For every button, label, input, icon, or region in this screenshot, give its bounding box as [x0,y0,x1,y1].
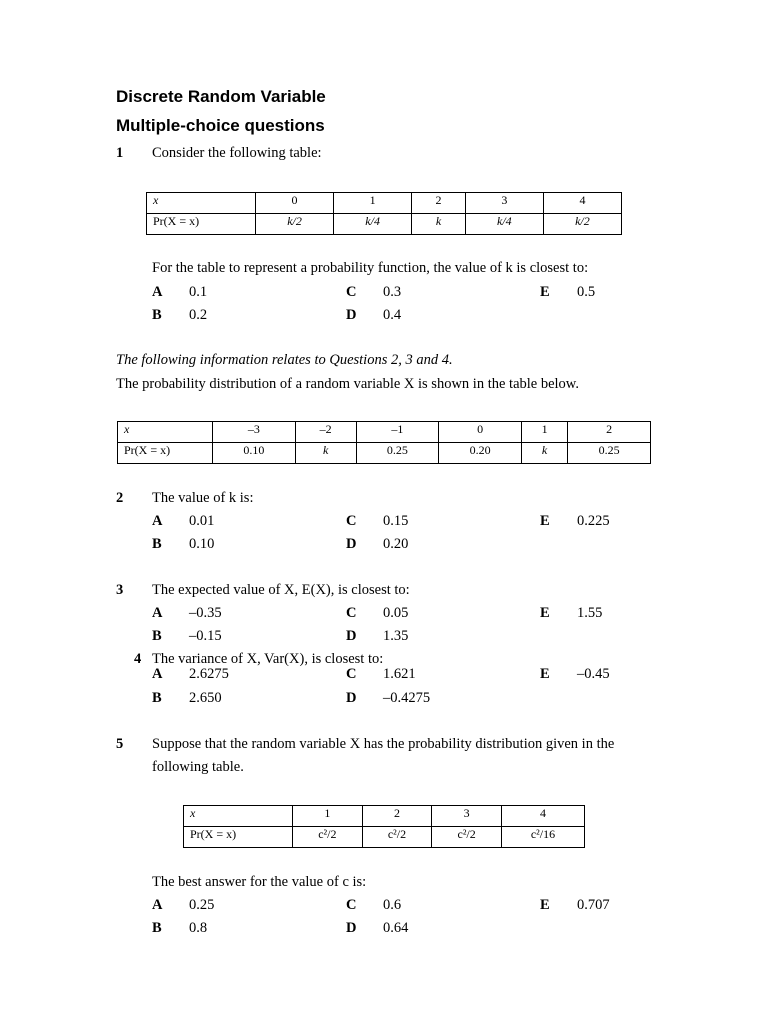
distribution-table-cell: Pr(X = x) [118,443,213,464]
q2-option-value: 0.10 [189,536,215,552]
q2-option-letter: E [540,513,550,529]
q3-option-letter: C [346,605,357,621]
q5-option-value: 0.25 [189,897,215,913]
q1-option-letter: E [540,284,550,300]
q1-option-letter: D [346,307,357,323]
q5-option-letter: C [346,897,357,913]
q1-option-letter: A [152,284,163,300]
q2-option-letter: B [152,536,162,552]
distribution-table-cell: k [295,443,356,464]
q5-option-value: 0.64 [383,920,409,936]
q4-option-value: 2.650 [189,690,222,706]
q5-table-cell: c²/2 [432,827,502,848]
q1-table-cell: 4 [543,193,621,214]
q4-option-letter: D [346,690,357,706]
distribution-table-cell: 1 [521,422,567,443]
q4-option-value: 2.6275 [189,666,229,682]
q1-table-cell: k/4 [334,214,412,235]
q1-option-value: 0.5 [577,284,596,300]
q5-table-cell: Pr(X = x) [184,827,293,848]
q1-table-cell: 3 [465,193,543,214]
q5-table [183,805,585,848]
page-title: Discrete Random Variable [116,87,326,106]
q5-table-cell: 4 [501,806,584,827]
q2-option-letter: A [152,513,163,529]
q3-option-letter: E [540,605,550,621]
q1-option-value: 0.3 [383,284,402,300]
q3-option-value: –0.15 [189,628,222,644]
q2-option-letter: C [346,513,357,529]
q4-option-letter: A [152,666,163,682]
q2-option-value: 0.20 [383,536,409,552]
q3-option-letter: B [152,628,162,644]
q1-option-letter: C [346,284,357,300]
q2-option-value: 0.01 [189,513,215,529]
q4-option-value: –0.45 [577,666,610,682]
q4-option-letter: E [540,666,550,682]
q5-table-cell: 1 [293,806,363,827]
q5-table-cell: c²/2 [293,827,363,848]
q1-table [146,192,622,235]
q1-table-cell: 2 [412,193,466,214]
distribution-table-header-row [118,422,651,443]
q3-option-value: 1.55 [577,605,603,621]
q5-question: The best answer for the value of c is: [152,874,367,890]
distribution-table-cell: –3 [213,422,296,443]
distribution-table-cell: –2 [295,422,356,443]
q5-table-cell: c²/16 [501,827,584,848]
q1-option-letter: B [152,307,162,323]
q5-table-cell: 3 [432,806,502,827]
q5-prompt-line1: Suppose that the random variable X has the probability distribution given in the [152,736,615,752]
distribution-table-cell: 2 [568,422,651,443]
distribution-table-cell: 0.10 [213,443,296,464]
q5-option-letter: E [540,897,550,913]
q5-option-value: 0.8 [189,920,208,936]
distribution-table-prob-row [118,443,651,464]
q1-table-cell: Pr(X = x) [147,214,256,235]
q1-table-cell: k/2 [256,214,334,235]
q4-number: 4 [134,651,142,667]
distribution-table-cell: 0.25 [356,443,439,464]
intro-distribution: The probability distribution of a random variable X is shown in the table below. [116,376,579,392]
distribution-table-cell: 0 [439,422,522,443]
q2-option-value: 0.15 [383,513,409,529]
q5-prompt-line2: following table. [152,759,244,775]
q5-table-prob-row [184,827,585,848]
q3-number: 3 [116,582,124,598]
q1-prompt: Consider the following table: [152,145,322,161]
q3-option-value: 1.35 [383,628,409,644]
intro-note: The following information relates to Questions 2, 3 and 4. [116,352,453,368]
q1-table-cell: 0 [256,193,334,214]
q5-table-cell: x [184,806,293,827]
q5-option-letter: A [152,897,163,913]
q4-option-value: 1.621 [383,666,416,682]
q2-option-value: 0.225 [577,513,610,529]
q3-option-value: 0.05 [383,605,409,621]
q4-option-letter: C [346,666,357,682]
q5-table-cell: 2 [362,806,432,827]
distribution-table-cell: 0.20 [439,443,522,464]
q4-option-letter: B [152,690,162,706]
q5-number: 5 [116,736,124,752]
q1-table-cell: 1 [334,193,412,214]
distribution-table-cell: x [118,422,213,443]
q5-table-cell: c²/2 [362,827,432,848]
q5-option-letter: B [152,920,162,936]
q1-table-cell: k/2 [543,214,621,235]
q1-table-cell: k/4 [465,214,543,235]
q3-option-letter: A [152,605,163,621]
q5-table-header-row [184,806,585,827]
distribution-table [117,421,651,464]
q2-question: The value of k is: [152,490,254,506]
distribution-table-cell: 0.25 [568,443,651,464]
q5-option-letter: D [346,920,357,936]
distribution-table-cell: –1 [356,422,439,443]
q2-option-letter: D [346,536,357,552]
q1-option-value: 0.4 [383,307,402,323]
q5-option-value: 0.707 [577,897,610,913]
q5-option-value: 0.6 [383,897,402,913]
distribution-table-cell: k [521,443,567,464]
q1-option-value: 0.2 [189,307,208,323]
q1-number: 1 [116,145,124,161]
q3-option-value: –0.35 [189,605,222,621]
q3-option-letter: D [346,628,357,644]
q2-number: 2 [116,490,124,506]
q1-option-value: 0.1 [189,284,208,300]
q1-table-cell: x [147,193,256,214]
q1-table-cell: k [412,214,466,235]
page-subtitle: Multiple-choice questions [116,116,325,135]
q4-option-value: –0.4275 [383,690,431,706]
q1-question: For the table to represent a probability function, the value of k is closest to: [152,260,589,276]
q3-question: The expected value of X, E(X), is closest to: [152,582,410,598]
q4-question: The variance of X, Var(X), is closest to: [152,651,384,667]
q1-table-prob-row [147,214,622,235]
q1-table-header-row [147,193,622,214]
